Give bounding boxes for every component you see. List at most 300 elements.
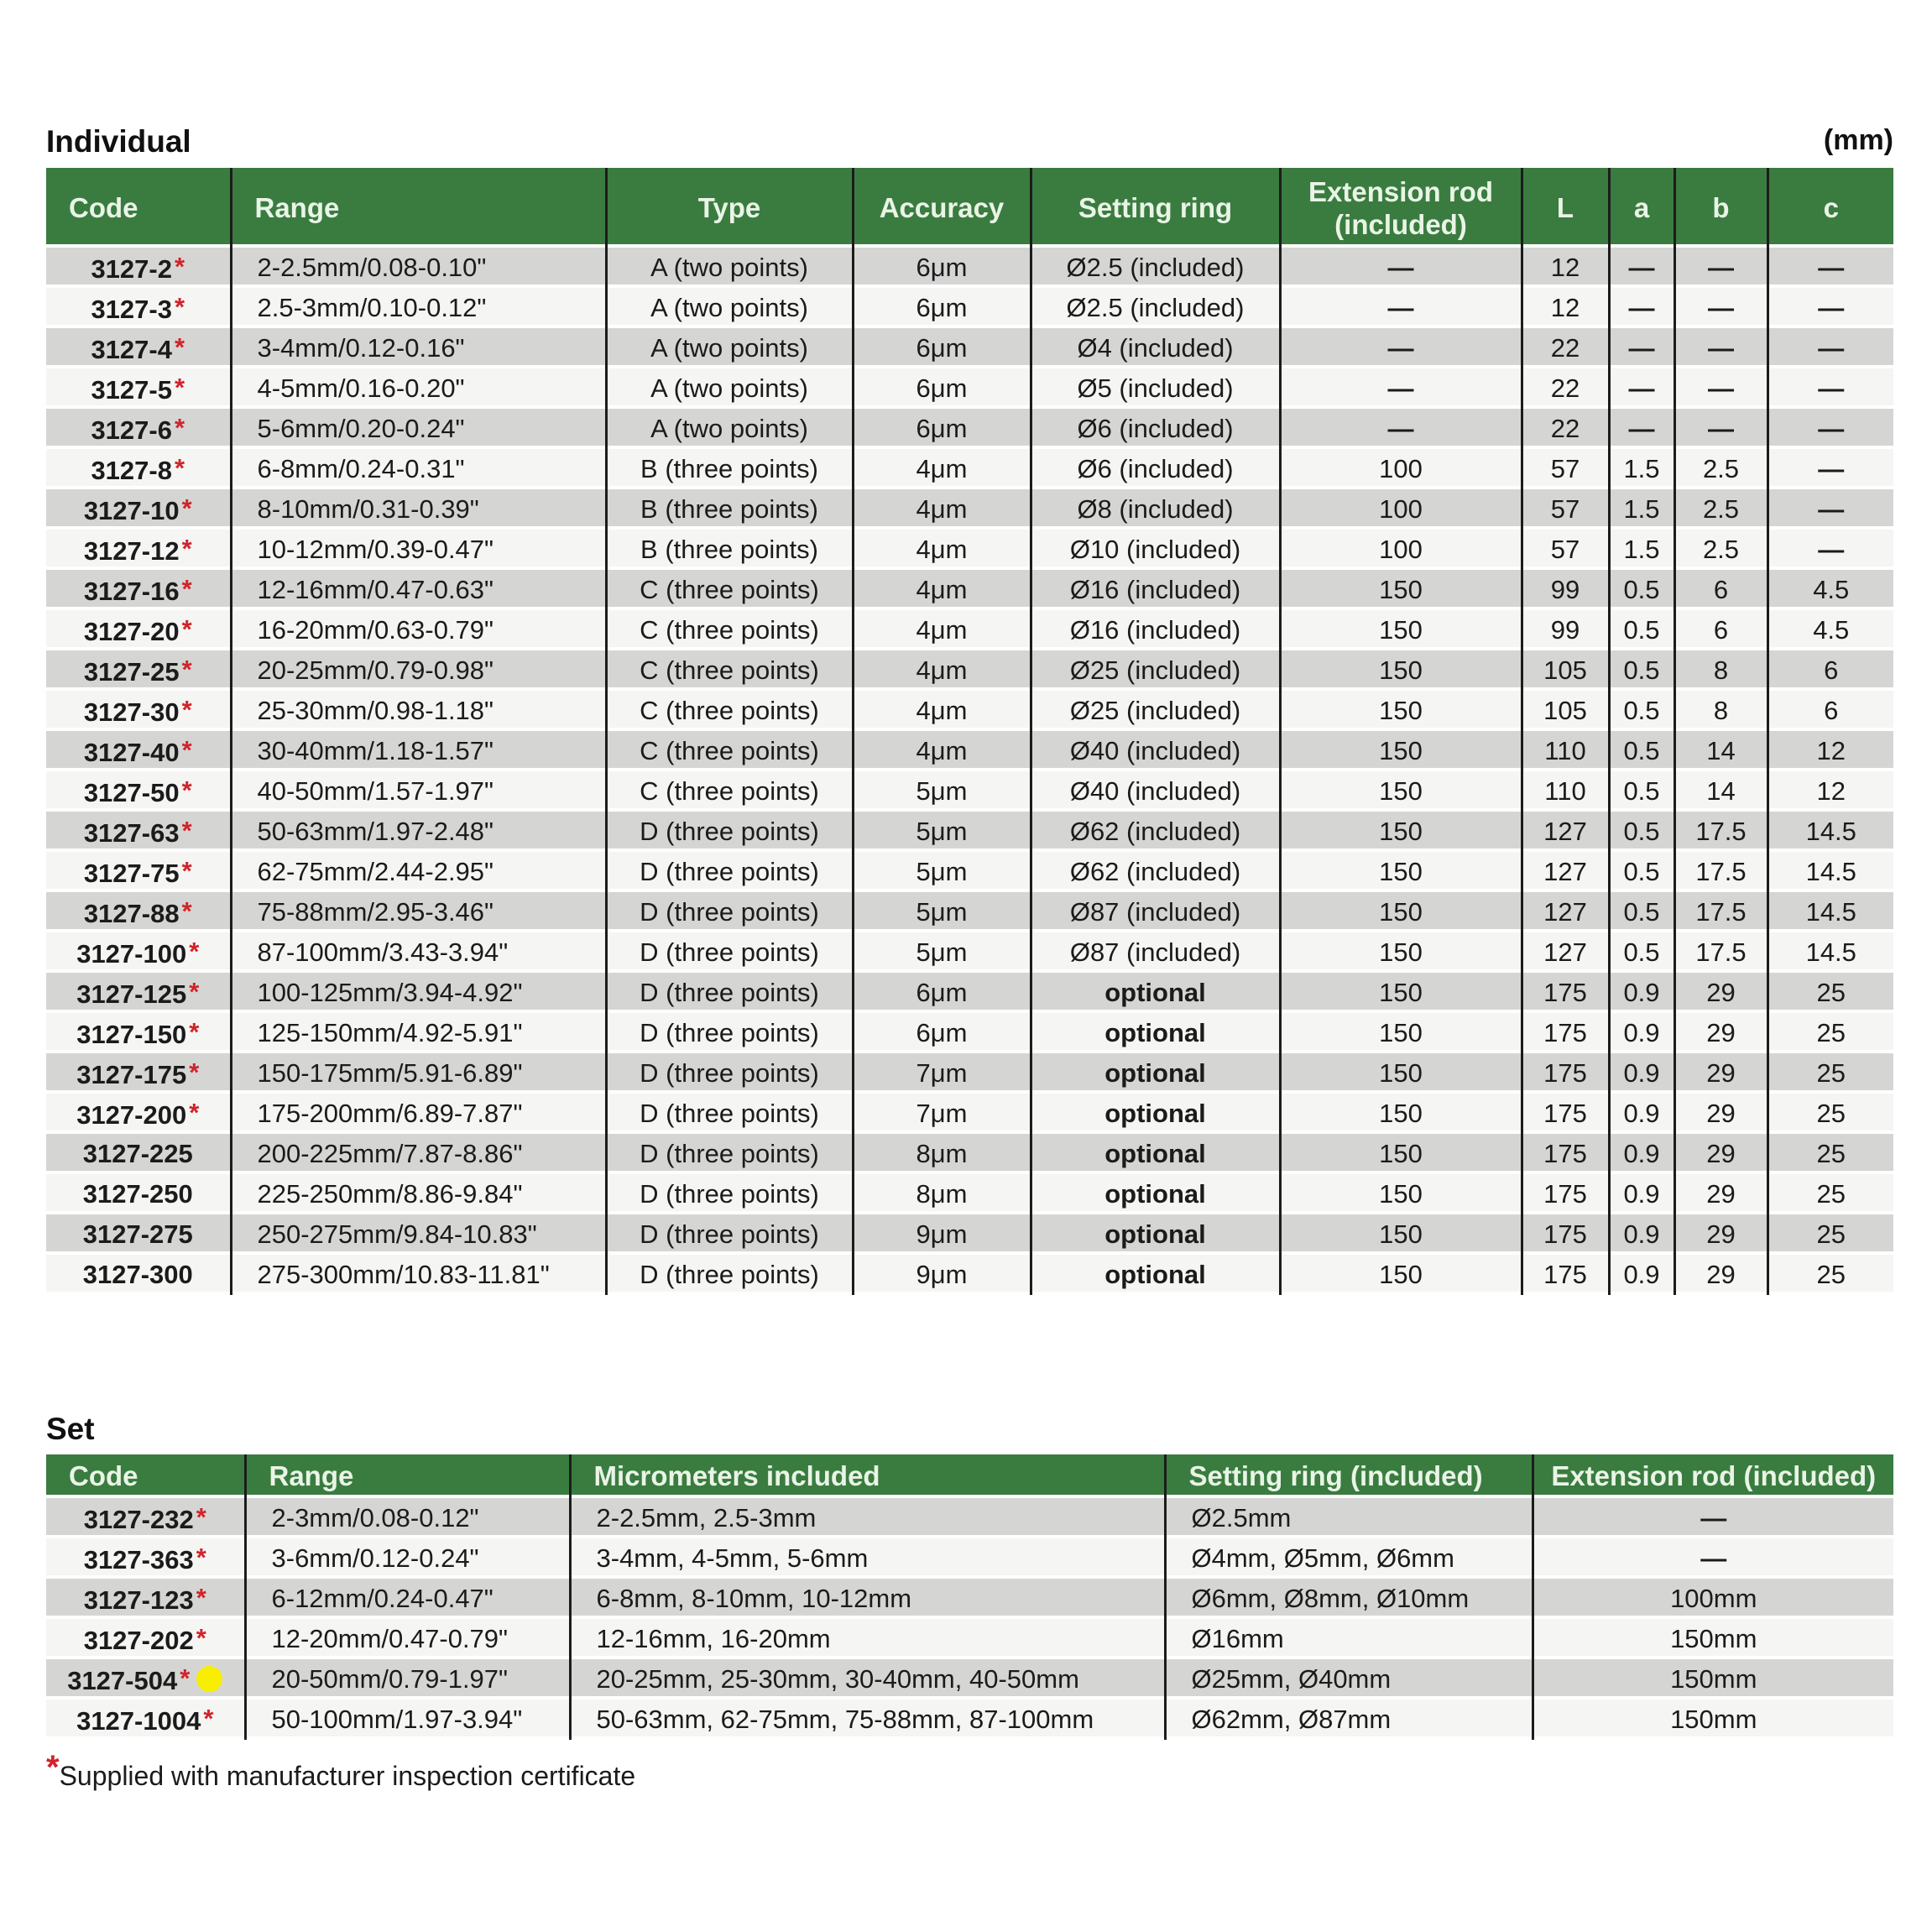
setting-ring-cell: optional	[1031, 1255, 1280, 1295]
type-cell: A (two points)	[606, 368, 853, 409]
code-text: 3127-123	[83, 1585, 194, 1615]
l-cell: 22	[1522, 409, 1609, 449]
b-cell: 2.5	[1674, 449, 1768, 489]
certificate-asterisk: *	[181, 734, 192, 765]
table-row	[46, 610, 1893, 650]
code-text: 3127-63	[83, 817, 180, 848]
range-cell: 6-8mm/0.24-0.31"	[231, 449, 606, 489]
range-cell: 100-125mm/3.94-4.92"	[231, 973, 606, 1013]
table-row	[46, 530, 1893, 570]
setting-ring-cell: Ø25 (included)	[1031, 691, 1280, 731]
table-row	[46, 1538, 1893, 1579]
type-cell: B (three points)	[606, 489, 853, 530]
extension-rod-cell: 150	[1280, 852, 1522, 892]
l-cell: 175	[1522, 1013, 1609, 1053]
c-cell: 12	[1768, 731, 1893, 771]
range-cell: 30-40mm/1.18-1.57"	[231, 731, 606, 771]
b-cell: 17.5	[1674, 892, 1768, 932]
a-cell: —	[1609, 409, 1674, 449]
c-cell: 25	[1768, 1013, 1893, 1053]
b-cell: 8	[1674, 691, 1768, 731]
code-text: 3127-175	[76, 1059, 187, 1089]
code-cell	[46, 932, 231, 973]
code-cell	[46, 731, 231, 771]
extension-rod-cell: 150mm	[1533, 1659, 1893, 1700]
code-text: 3127-3	[91, 294, 172, 324]
l-cell: 127	[1522, 812, 1609, 852]
extension-rod-cell: 150	[1280, 570, 1522, 610]
extension-rod-cell: 150	[1280, 771, 1522, 812]
code-text: 3127-12	[83, 535, 180, 566]
a-cell: 0.9	[1609, 1053, 1674, 1094]
setting-ring-cell: Ø4 (included)	[1031, 328, 1280, 368]
a-cell: 0.9	[1609, 973, 1674, 1013]
a-cell: 0.5	[1609, 691, 1674, 731]
certificate-asterisk: *	[196, 1542, 206, 1572]
certificate-asterisk: *	[189, 936, 200, 966]
col-header-extension-rod: Extension rod (included)	[1280, 168, 1522, 248]
accuracy-cell: 8μm	[853, 1174, 1031, 1214]
l-cell: 99	[1522, 610, 1609, 650]
code-text: 3127-250	[82, 1179, 193, 1209]
c-cell: 25	[1768, 1214, 1893, 1255]
setting-ring-cell: Ø6mm, Ø8mm, Ø10mm	[1165, 1579, 1533, 1619]
l-cell: 22	[1522, 328, 1609, 368]
table-row	[46, 892, 1893, 932]
c-cell: 14.5	[1768, 932, 1893, 973]
code-cell	[46, 248, 231, 288]
accuracy-cell: 9μm	[853, 1255, 1031, 1295]
extension-rod-cell: 150	[1280, 812, 1522, 852]
code-text: 3127-25	[83, 656, 180, 687]
extension-rod-cell: 150	[1280, 691, 1522, 731]
table-row	[46, 973, 1893, 1013]
table-row	[46, 731, 1893, 771]
type-cell: D (three points)	[606, 1174, 853, 1214]
c-cell: 25	[1768, 1174, 1893, 1214]
table-row	[46, 1619, 1893, 1659]
range-cell: 2-3mm/0.08-0.12"	[245, 1498, 570, 1538]
range-cell: 16-20mm/0.63-0.79"	[231, 610, 606, 650]
b-cell: 6	[1674, 570, 1768, 610]
b-cell: 29	[1674, 1255, 1768, 1295]
table-row	[46, 852, 1893, 892]
l-cell: 12	[1522, 288, 1609, 328]
a-cell: 0.9	[1609, 1255, 1674, 1295]
set-table-body	[46, 1498, 1893, 1740]
table-row	[46, 328, 1893, 368]
range-cell: 25-30mm/0.98-1.18"	[231, 691, 606, 731]
c-cell: 25	[1768, 1255, 1893, 1295]
c-cell: —	[1768, 409, 1893, 449]
code-cell	[46, 852, 231, 892]
a-cell: 0.9	[1609, 1214, 1674, 1255]
code-cell	[46, 1134, 231, 1174]
certificate-asterisk: *	[181, 775, 192, 805]
b-cell: 29	[1674, 1094, 1768, 1134]
col-header-l: L	[1522, 168, 1609, 248]
accuracy-cell: 8μm	[853, 1134, 1031, 1174]
col-header-c: c	[1768, 168, 1893, 248]
individual-table-body	[46, 248, 1893, 1295]
micrometers-cell: 2-2.5mm, 2.5-3mm	[570, 1498, 1165, 1538]
code-cell	[46, 1013, 231, 1053]
individual-table	[46, 168, 1893, 1295]
type-cell: A (two points)	[606, 288, 853, 328]
l-cell: 127	[1522, 892, 1609, 932]
range-cell: 12-20mm/0.47-0.79"	[245, 1619, 570, 1659]
extension-rod-cell: —	[1280, 328, 1522, 368]
code-text: 3127-363	[83, 1544, 194, 1574]
header-row	[46, 1454, 1893, 1498]
a-cell: 1.5	[1609, 530, 1674, 570]
range-cell: 4-5mm/0.16-0.20"	[231, 368, 606, 409]
col-header-range: Range	[231, 168, 606, 248]
a-cell: 0.5	[1609, 771, 1674, 812]
type-cell: C (three points)	[606, 731, 853, 771]
type-cell: B (three points)	[606, 530, 853, 570]
setting-ring-cell: Ø2.5 (included)	[1031, 288, 1280, 328]
type-cell: D (three points)	[606, 1214, 853, 1255]
setting-ring-cell: Ø87 (included)	[1031, 932, 1280, 973]
extension-rod-cell: 150mm	[1533, 1619, 1893, 1659]
setting-ring-cell: Ø62 (included)	[1031, 852, 1280, 892]
type-cell: A (two points)	[606, 248, 853, 288]
code-cell	[46, 812, 231, 852]
l-cell: 110	[1522, 771, 1609, 812]
certificate-asterisk: *	[174, 251, 185, 281]
extension-rod-cell: 150	[1280, 1214, 1522, 1255]
l-cell: 175	[1522, 1174, 1609, 1214]
code-text: 3127-504	[67, 1665, 178, 1695]
a-cell: —	[1609, 248, 1674, 288]
code-cell	[46, 650, 231, 691]
l-cell: 127	[1522, 852, 1609, 892]
code-text: 3127-5	[91, 374, 172, 405]
range-cell: 3-4mm/0.12-0.16"	[231, 328, 606, 368]
c-cell: 12	[1768, 771, 1893, 812]
table-row	[46, 650, 1893, 691]
range-cell: 175-200mm/6.89-7.87"	[231, 1094, 606, 1134]
l-cell: 110	[1522, 731, 1609, 771]
code-cell	[46, 1214, 231, 1255]
code-cell	[46, 1659, 245, 1700]
l-cell: 175	[1522, 973, 1609, 1013]
b-cell: —	[1674, 288, 1768, 328]
setting-ring-cell: Ø4mm, Ø5mm, Ø6mm	[1165, 1538, 1533, 1579]
range-cell: 12-16mm/0.47-0.63"	[231, 570, 606, 610]
type-cell: C (three points)	[606, 570, 853, 610]
code-text: 3127-40	[83, 737, 180, 767]
table-row	[46, 1659, 1893, 1700]
l-cell: 175	[1522, 1214, 1609, 1255]
accuracy-cell: 5μm	[853, 892, 1031, 932]
code-cell	[46, 771, 231, 812]
table-row	[46, 1053, 1893, 1094]
b-cell: 2.5	[1674, 530, 1768, 570]
micrometers-cell: 3-4mm, 4-5mm, 5-6mm	[570, 1538, 1165, 1579]
col-header-extension-rod: Extension rod (included)	[1533, 1454, 1893, 1498]
col-header-type: Type	[606, 168, 853, 248]
code-cell	[46, 1498, 245, 1538]
extension-rod-cell: 150	[1280, 1255, 1522, 1295]
extension-rod-cell: 150	[1280, 1094, 1522, 1134]
l-cell: 175	[1522, 1094, 1609, 1134]
setting-ring-cell: Ø16 (included)	[1031, 570, 1280, 610]
type-cell: D (three points)	[606, 973, 853, 1013]
code-cell	[46, 530, 231, 570]
accuracy-cell: 4μm	[853, 731, 1031, 771]
footnote-asterisk: *	[46, 1749, 60, 1786]
c-cell: —	[1768, 489, 1893, 530]
extension-rod-cell: 150	[1280, 650, 1522, 691]
yellow-dot-icon	[196, 1666, 222, 1692]
micrometers-cell: 6-8mm, 8-10mm, 10-12mm	[570, 1579, 1165, 1619]
accuracy-cell: 6μm	[853, 248, 1031, 288]
certificate-asterisk: *	[189, 1097, 200, 1127]
code-text: 3127-10	[83, 495, 180, 525]
certificate-asterisk: *	[181, 896, 192, 926]
setting-ring-cell: Ø62mm, Ø87mm	[1165, 1700, 1533, 1740]
certificate-asterisk: *	[180, 1663, 191, 1693]
b-cell: 29	[1674, 1134, 1768, 1174]
certificate-asterisk: *	[174, 332, 185, 362]
extension-rod-cell: 150	[1280, 1053, 1522, 1094]
c-cell: 14.5	[1768, 892, 1893, 932]
extension-rod-cell: 150	[1280, 892, 1522, 932]
type-cell: C (three points)	[606, 691, 853, 731]
table-row	[46, 489, 1893, 530]
b-cell: 17.5	[1674, 932, 1768, 973]
b-cell: —	[1674, 328, 1768, 368]
l-cell: 127	[1522, 932, 1609, 973]
accuracy-cell: 6μm	[853, 368, 1031, 409]
range-cell: 50-100mm/1.97-3.94"	[245, 1700, 570, 1740]
col-header-setting-ring: Setting ring	[1031, 168, 1280, 248]
setting-ring-cell: Ø8 (included)	[1031, 489, 1280, 530]
type-cell: D (three points)	[606, 1255, 853, 1295]
micrometers-cell: 20-25mm, 25-30mm, 30-40mm, 40-50mm	[570, 1659, 1165, 1700]
extension-rod-cell: —	[1280, 368, 1522, 409]
set-table-header	[46, 1454, 1893, 1498]
code-cell	[46, 1538, 245, 1579]
extension-rod-cell: 150mm	[1533, 1700, 1893, 1740]
c-cell: —	[1768, 449, 1893, 489]
code-cell	[46, 328, 231, 368]
code-text: 3127-275	[82, 1219, 193, 1249]
extension-rod-cell: 100	[1280, 449, 1522, 489]
l-cell: 105	[1522, 691, 1609, 731]
code-text: 3127-2	[91, 253, 172, 284]
accuracy-cell: 4μm	[853, 489, 1031, 530]
col-header-code: Code	[46, 1454, 245, 1498]
table-row	[46, 1498, 1893, 1538]
col-header-micrometers: Micrometers included	[570, 1454, 1165, 1498]
a-cell: 1.5	[1609, 449, 1674, 489]
a-cell: 0.5	[1609, 852, 1674, 892]
certificate-asterisk: *	[181, 815, 192, 845]
range-cell: 3-6mm/0.12-0.24"	[245, 1538, 570, 1579]
accuracy-cell: 5μm	[853, 932, 1031, 973]
range-cell: 10-12mm/0.39-0.47"	[231, 530, 606, 570]
setting-ring-cell: optional	[1031, 1174, 1280, 1214]
l-cell: 57	[1522, 530, 1609, 570]
setting-ring-cell: optional	[1031, 1094, 1280, 1134]
table-row	[46, 449, 1893, 489]
a-cell: 0.5	[1609, 570, 1674, 610]
col-header-accuracy: Accuracy	[853, 168, 1031, 248]
footnote	[46, 1749, 635, 1792]
certificate-asterisk: *	[181, 614, 192, 644]
certificate-asterisk: *	[196, 1582, 206, 1612]
c-cell: —	[1768, 368, 1893, 409]
a-cell: 0.5	[1609, 731, 1674, 771]
code-text: 3127-225	[82, 1139, 193, 1168]
b-cell: 29	[1674, 1214, 1768, 1255]
accuracy-cell: 5μm	[853, 771, 1031, 812]
code-text: 3127-202	[83, 1625, 194, 1655]
setting-ring-cell: Ø5 (included)	[1031, 368, 1280, 409]
setting-ring-cell: optional	[1031, 1214, 1280, 1255]
code-cell	[46, 1700, 245, 1740]
code-text: 3127-6	[91, 415, 172, 445]
accuracy-cell: 4μm	[853, 449, 1031, 489]
setting-ring-cell: Ø25mm, Ø40mm	[1165, 1659, 1533, 1700]
extension-rod-cell: —	[1280, 409, 1522, 449]
setting-ring-cell: optional	[1031, 1134, 1280, 1174]
accuracy-cell: 4μm	[853, 610, 1031, 650]
code-text: 3127-125	[76, 979, 187, 1009]
code-text: 3127-88	[83, 898, 180, 928]
b-cell: 17.5	[1674, 852, 1768, 892]
a-cell: 0.5	[1609, 650, 1674, 691]
c-cell: —	[1768, 328, 1893, 368]
range-cell: 8-10mm/0.31-0.39"	[231, 489, 606, 530]
table-row	[46, 288, 1893, 328]
type-cell: D (three points)	[606, 852, 853, 892]
b-cell: —	[1674, 409, 1768, 449]
table-row	[46, 932, 1893, 973]
b-cell: 17.5	[1674, 812, 1768, 852]
micrometers-cell: 12-16mm, 16-20mm	[570, 1619, 1165, 1659]
type-cell: D (three points)	[606, 1053, 853, 1094]
accuracy-cell: 7μm	[853, 1053, 1031, 1094]
header-row	[46, 168, 1893, 248]
table-row	[46, 1013, 1893, 1053]
range-cell: 250-275mm/9.84-10.83"	[231, 1214, 606, 1255]
code-cell	[46, 409, 231, 449]
code-cell	[46, 1094, 231, 1134]
range-cell: 62-75mm/2.44-2.95"	[231, 852, 606, 892]
l-cell: 175	[1522, 1053, 1609, 1094]
table-row	[46, 1214, 1893, 1255]
range-cell: 20-25mm/0.79-0.98"	[231, 650, 606, 691]
certificate-asterisk: *	[181, 573, 192, 603]
table-row	[46, 1700, 1893, 1740]
setting-ring-cell: Ø6 (included)	[1031, 449, 1280, 489]
table-row	[46, 691, 1893, 731]
c-cell: 6	[1768, 650, 1893, 691]
code-text: 3127-1004	[76, 1705, 201, 1736]
c-cell: 25	[1768, 1094, 1893, 1134]
extension-rod-cell: 150	[1280, 932, 1522, 973]
setting-ring-cell: Ø10 (included)	[1031, 530, 1280, 570]
extension-rod-cell: 150	[1280, 973, 1522, 1013]
setting-ring-cell: optional	[1031, 973, 1280, 1013]
table-row	[46, 1174, 1893, 1214]
code-text: 3127-16	[83, 576, 180, 606]
setting-ring-cell: Ø87 (included)	[1031, 892, 1280, 932]
code-cell	[46, 1053, 231, 1094]
range-cell: 5-6mm/0.20-0.24"	[231, 409, 606, 449]
c-cell: 25	[1768, 973, 1893, 1013]
certificate-asterisk: *	[181, 493, 192, 523]
footnote-text: Supplied with manufacturer inspection certificate	[59, 1761, 636, 1791]
table-row	[46, 409, 1893, 449]
code-cell	[46, 489, 231, 530]
certificate-asterisk: *	[181, 654, 192, 684]
range-cell: 2.5-3mm/0.10-0.12"	[231, 288, 606, 328]
type-cell: D (three points)	[606, 1013, 853, 1053]
b-cell: 29	[1674, 973, 1768, 1013]
certificate-asterisk: *	[181, 694, 192, 724]
code-text: 3127-75	[83, 858, 180, 888]
extension-rod-cell: —	[1280, 248, 1522, 288]
certificate-asterisk: *	[189, 1057, 200, 1087]
type-cell: D (three points)	[606, 1134, 853, 1174]
l-cell: 12	[1522, 248, 1609, 288]
range-cell: 2-2.5mm/0.08-0.10"	[231, 248, 606, 288]
c-cell: —	[1768, 530, 1893, 570]
certificate-asterisk: *	[174, 412, 185, 442]
a-cell: 0.5	[1609, 932, 1674, 973]
code-cell	[46, 288, 231, 328]
type-cell: B (three points)	[606, 449, 853, 489]
l-cell: 22	[1522, 368, 1609, 409]
b-cell: 6	[1674, 610, 1768, 650]
code-cell	[46, 691, 231, 731]
setting-ring-cell: optional	[1031, 1053, 1280, 1094]
extension-rod-cell: 150	[1280, 1174, 1522, 1214]
accuracy-cell: 6μm	[853, 973, 1031, 1013]
l-cell: 105	[1522, 650, 1609, 691]
setting-ring-cell: Ø16mm	[1165, 1619, 1533, 1659]
b-cell: 8	[1674, 650, 1768, 691]
individual-section-title: Individual	[46, 124, 191, 159]
type-cell: D (three points)	[606, 812, 853, 852]
certificate-asterisk: *	[174, 452, 185, 483]
table-row	[46, 771, 1893, 812]
c-cell: 4.5	[1768, 610, 1893, 650]
code-text: 3127-200	[76, 1099, 187, 1130]
accuracy-cell: 6μm	[853, 409, 1031, 449]
type-cell: D (three points)	[606, 932, 853, 973]
extension-rod-cell: 100	[1280, 489, 1522, 530]
a-cell: 0.5	[1609, 610, 1674, 650]
code-text: 3127-8	[91, 455, 172, 485]
col-header-code: Code	[46, 168, 231, 248]
table-row	[46, 1255, 1893, 1295]
code-text: 3127-20	[83, 616, 180, 646]
type-cell: A (two points)	[606, 328, 853, 368]
type-cell: A (two points)	[606, 409, 853, 449]
range-cell: 50-63mm/1.97-2.48"	[231, 812, 606, 852]
a-cell: 0.9	[1609, 1134, 1674, 1174]
setting-ring-cell: Ø40 (included)	[1031, 731, 1280, 771]
a-cell: 0.5	[1609, 812, 1674, 852]
a-cell: 0.9	[1609, 1013, 1674, 1053]
col-header-setting-ring: Setting ring (included)	[1165, 1454, 1533, 1498]
